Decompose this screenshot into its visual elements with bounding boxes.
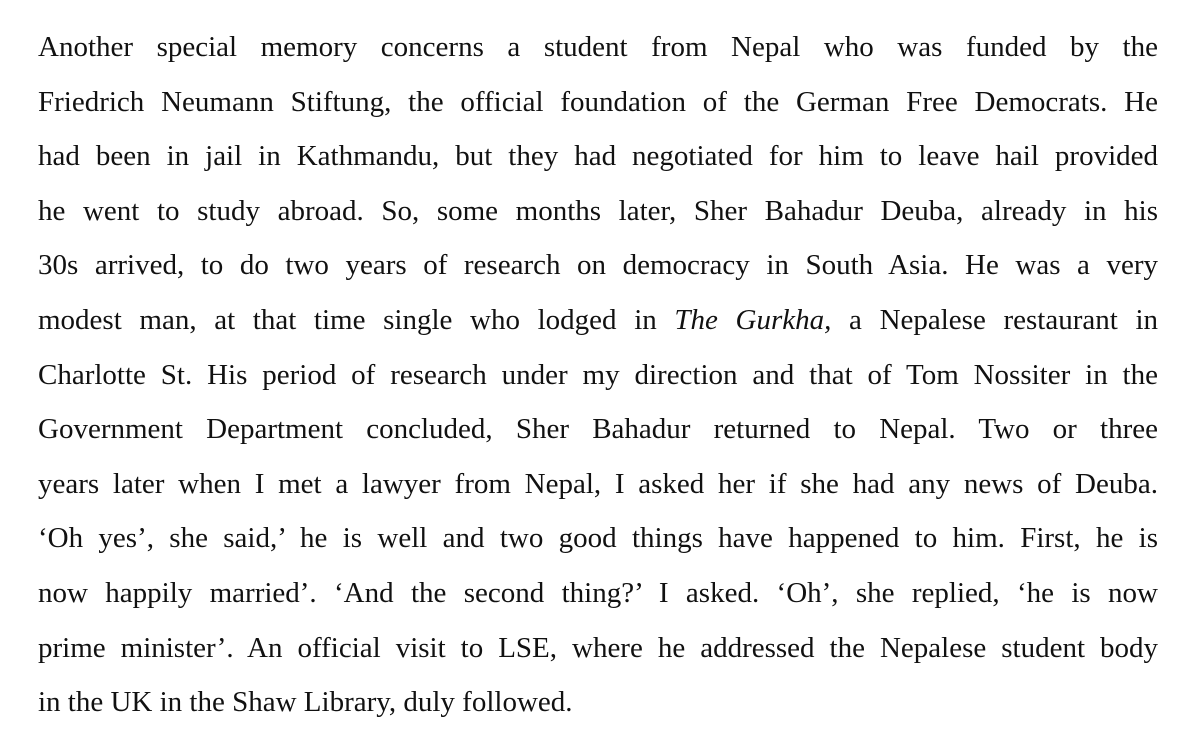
text-line: in the UK in the Shaw Library, duly followed. [38,686,573,719]
restaurant-name-italic: The Gurkha, [674,303,832,336]
text-segment: modest man, at that time single who lodged in [38,303,675,336]
text-segment: a Nepalese restaurant in [831,303,1159,336]
memoir-paragraph [38,20,1158,730]
text-line: Another special memory concerns a student from Nepal who was funded by the [38,31,1158,63]
document-page [38,20,1158,730]
text-line: prime minister’. An official visit to LSE, where he addressed the Nepalese student body [38,631,1158,664]
text-line: ‘Oh yes’, she said,’ he is well and two good things have happened to him. First, he is [38,522,1158,555]
text-line: now happily married’. ‘And the second thing?’ I asked. ‘Oh’, she replied, ‘he is now [38,576,1158,609]
text-line [38,293,1158,348]
text-line: Government Department concluded, Sher Bahadur returned to Nepal. Two or three [38,413,1158,446]
text-line: years later when I met a lawyer from Nepal, I asked her if she had any news of Deuba. [38,467,1158,500]
text-line: had been in jail in Kathmandu, but they had negotiated for him to leave hail provided [38,140,1158,173]
text-line: 30s arrived, to do two years of research on democracy in South Asia. He was a very [38,249,1158,282]
text-line: Charlotte St. His period of research under my direction and that of Tom Nossiter in the [38,358,1158,391]
text-line: he went to study abroad. So, some months later, Sher Bahadur Deuba, already in his [38,194,1158,227]
text-line: Friedrich Neumann Stiftung, the official foundation of the German Free Democrats. He [38,85,1158,118]
